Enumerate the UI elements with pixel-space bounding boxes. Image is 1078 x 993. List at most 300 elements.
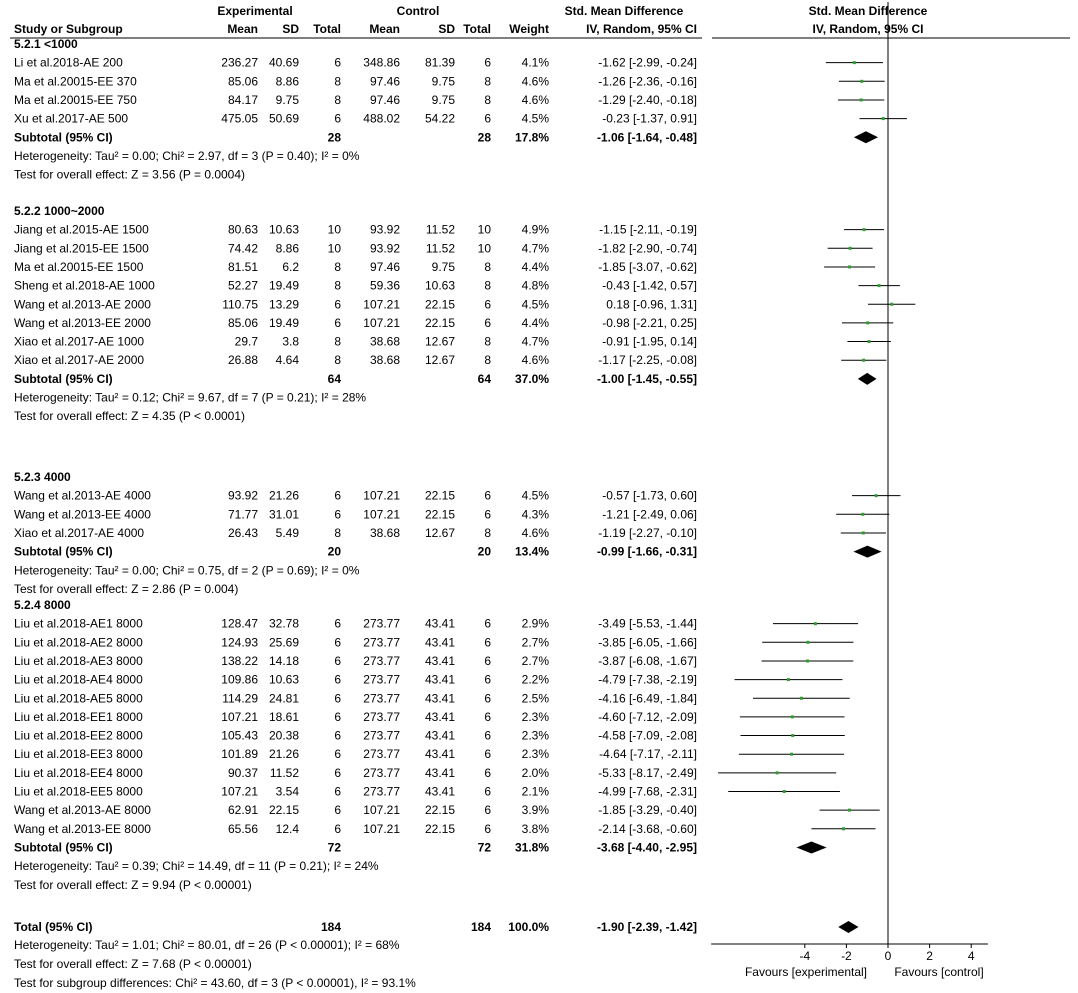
study-ci: -3.85 [-6.05, -1.66]: [598, 635, 697, 650]
experimental-header: Experimental: [217, 4, 293, 18]
study-name: Wang et al.2013-AE 4000: [14, 488, 151, 503]
study-ci: -1.85 [-3.07, -0.62]: [598, 259, 697, 274]
ctrl-sd: 43.41: [424, 653, 455, 668]
ctrl-sd: 22.15: [424, 507, 455, 522]
ctrl-total: 8: [484, 278, 491, 293]
exp-sd: 21.26: [268, 488, 299, 503]
point-estimate: [848, 809, 851, 812]
subtotal-label: Subtotal (95% CI): [14, 130, 113, 145]
total-ctrl-n: 184: [470, 920, 491, 934]
subtotal-label: Subtotal (95% CI): [14, 371, 113, 386]
total-label: Total (95% CI): [14, 920, 93, 934]
ctrl-total: 8: [484, 74, 491, 89]
x-tick-label: 0: [884, 949, 892, 963]
ctrl-sd: 9.75: [431, 259, 455, 274]
ctrl-mean: 273.77: [363, 765, 400, 780]
study-weight: 4.3%: [521, 507, 549, 522]
exp-sd: 22.15: [268, 803, 299, 818]
exp-total: 6: [334, 821, 341, 836]
study-name: Liu et al.2018-AE4 8000: [14, 672, 143, 687]
point-estimate: [862, 531, 865, 534]
ctrl-mean: 273.77: [363, 728, 400, 743]
ctrl-mean: 273.77: [363, 747, 400, 762]
exp-total: 6: [334, 803, 341, 818]
ctrl-mean: 107.21: [363, 821, 400, 836]
study-name: Liu et al.2018-EE5 8000: [14, 784, 143, 799]
point-estimate: [861, 513, 864, 516]
study-name: Li et al.2018-AE 200: [14, 55, 123, 70]
ctrl-sd: 43.41: [424, 709, 455, 724]
exp-mean: 236.27: [221, 55, 258, 70]
subtotal-exp-total: 20: [327, 544, 341, 559]
study-ci: -4.60 [-7.12, -2.09]: [598, 709, 697, 724]
overall-effect-text: Test for overall effect: Z = 4.35 (P < 0.0001): [14, 409, 246, 424]
ctrl-mean: 93.92: [369, 241, 400, 256]
subgroup-title: 5.2.3 4000: [14, 470, 71, 484]
study-weight: 3.9%: [521, 803, 549, 818]
total-diamond: [838, 921, 858, 933]
ctrl-mean: 348.86: [363, 55, 400, 70]
point-estimate: [790, 753, 793, 756]
ctrl-mean: 107.21: [363, 803, 400, 818]
exp-mean: 81.51: [227, 259, 258, 274]
exp-sd: 8.86: [275, 241, 299, 256]
subtotal-label: Subtotal (95% CI): [14, 840, 113, 855]
exp-sd: 10.63: [268, 222, 299, 237]
ctrl-mean: 273.77: [363, 784, 400, 799]
study-ci: -0.57 [-1.73, 0.60]: [602, 488, 697, 503]
study-ci: -4.16 [-6.49, -1.84]: [598, 691, 697, 706]
exp-mean: 71.77: [227, 507, 258, 522]
point-estimate: [860, 80, 863, 83]
ctrl-mean-header: Mean: [369, 22, 400, 36]
study-ci: -1.21 [-2.49, 0.06]: [602, 507, 697, 522]
exp-mean: 74.42: [227, 241, 258, 256]
exp-sd: 4.64: [275, 353, 299, 368]
exp-mean: 124.93: [221, 635, 258, 650]
ctrl-mean: 488.02: [363, 111, 400, 126]
exp-sd: 11.52: [269, 765, 299, 780]
exp-mean: 85.06: [227, 74, 258, 89]
study-ci: -0.43 [-1.42, 0.57]: [602, 278, 697, 293]
exp-total: 6: [334, 672, 341, 687]
study-ci: -1.17 [-2.25, -0.08]: [598, 353, 697, 368]
study-weight: 2.7%: [521, 653, 549, 668]
exp-total: 8: [334, 525, 341, 540]
overall-effect-text: Test for overall effect: Z = 3.56 (P = 0.0004): [14, 167, 246, 182]
ctrl-total: 6: [484, 803, 491, 818]
x-tick-label: 2: [926, 949, 933, 963]
study-ci: -1.85 [-3.29, -0.40]: [598, 803, 697, 818]
study-ci: -1.82 [-2.90, -0.74]: [598, 241, 697, 256]
ctrl-sd: 22.15: [424, 315, 455, 330]
ctrl-total: 6: [484, 672, 491, 687]
exp-total: 6: [334, 55, 341, 70]
exp-total: 8: [334, 334, 341, 349]
study-name: Liu et al.2018-EE4 8000: [14, 765, 143, 780]
exp-total: 6: [334, 111, 341, 126]
exp-total: 6: [334, 507, 341, 522]
total-overall-effect: Test for overall effect: Z = 7.68 (P < 0.00001): [14, 957, 252, 971]
point-estimate: [849, 247, 852, 250]
exp-mean: 62.91: [227, 803, 258, 818]
subtotal-exp-total: 28: [327, 130, 341, 145]
ctrl-mean: 38.68: [369, 334, 400, 349]
subtotal-ci: -1.00 [-1.45, -0.55]: [596, 371, 697, 386]
study-ci: -0.91 [-1.95, 0.14]: [602, 334, 697, 349]
study-ci: -4.58 [-7.09, -2.08]: [598, 728, 697, 743]
exp-sd: 24.81: [268, 691, 299, 706]
exp-sd: 19.49: [268, 278, 299, 293]
subgroup-differences: Test for subgroup differences: Chi² = 43.60, df = 3 (P < 0.00001), I² = 93.1%: [14, 976, 416, 990]
favours-control-label: Favours [control]: [894, 965, 984, 979]
ctrl-total: 6: [484, 653, 491, 668]
exp-sd: 18.61: [268, 709, 299, 724]
ctrl-sd: 12.67: [424, 334, 455, 349]
ctrl-mean: 97.46: [369, 92, 400, 107]
study-ci: -4.79 [-7.38, -2.19]: [598, 672, 697, 687]
exp-sd: 31.01: [268, 507, 299, 522]
study-ci: -2.14 [-3.68, -0.60]: [598, 821, 697, 836]
exp-total: 10: [327, 222, 341, 237]
ctrl-total: 8: [484, 334, 491, 349]
heterogeneity-text: Heterogeneity: Tau² = 0.00; Chi² = 0.75, df = 2 (P = 0.69); I² = 0%: [14, 563, 360, 578]
exp-total: 8: [334, 353, 341, 368]
data-table: [14, 4, 928, 990]
exp-sd: 21.26: [268, 747, 299, 762]
ctrl-total: 6: [484, 709, 491, 724]
subtotal-ctrl-total: 20: [477, 544, 491, 559]
study-name: Wang et al.2013-EE 4000: [14, 507, 151, 522]
study-ci: -1.19 [-2.27, -0.10]: [598, 525, 697, 540]
ctrl-sd: 22.15: [424, 803, 455, 818]
ctrl-mean: 273.77: [363, 616, 400, 631]
study-weight: 4.5%: [521, 488, 549, 503]
study-weight: 2.3%: [521, 728, 549, 743]
ctrl-sd: 9.75: [431, 74, 455, 89]
study-ci: -1.15 [-2.11, -0.19]: [599, 222, 697, 237]
study-name: Ma et al.20015-EE 1500: [14, 259, 144, 274]
ctrl-sd: 43.41: [424, 635, 455, 650]
ctrl-total: 8: [484, 525, 491, 540]
exp-mean: 29.7: [234, 334, 258, 349]
study-name: Wang et al.2013-EE 8000: [14, 821, 151, 836]
point-estimate: [848, 265, 851, 268]
subtotal-exp-total: 72: [327, 840, 341, 855]
exp-sd: 5.49: [275, 525, 299, 540]
study-ci: -4.99 [-7.68, -2.31]: [598, 784, 697, 799]
ctrl-total: 6: [484, 111, 491, 126]
ctrl-sd: 54.22: [424, 111, 455, 126]
study-ci: -1.62 [-2.99, -0.24]: [598, 55, 697, 70]
point-estimate: [791, 715, 794, 718]
point-estimate: [787, 678, 790, 681]
subtotal-ci: -3.68 [-4.40, -2.95]: [596, 840, 697, 855]
point-estimate: [783, 790, 786, 793]
ctrl-total: 8: [484, 92, 491, 107]
ctrl-sd: 43.41: [424, 765, 455, 780]
exp-total: 6: [334, 616, 341, 631]
study-weight: 4.5%: [521, 297, 549, 312]
exp-sd: 6.2: [282, 259, 299, 274]
ctrl-total: 6: [484, 616, 491, 631]
ctrl-total: 6: [484, 507, 491, 522]
exp-sd-header: SD: [282, 22, 299, 36]
ctrl-mean: 273.77: [363, 635, 400, 650]
study-name: Wang et al.2013-AE 2000: [14, 297, 151, 312]
point-estimate: [842, 827, 845, 830]
study-name: Wang et al.2013-EE 2000: [14, 315, 151, 330]
study-weight: 2.9%: [521, 616, 549, 631]
ctrl-sd: 11.52: [425, 222, 455, 237]
study-weight: 4.4%: [521, 259, 549, 274]
exp-mean: 114.29: [222, 691, 258, 706]
ctrl-mean: 107.21: [363, 488, 400, 503]
exp-total: 6: [334, 297, 341, 312]
plot-header: Std. Mean Difference: [808, 4, 928, 18]
exp-sd: 8.86: [275, 74, 299, 89]
exp-total: 6: [334, 784, 341, 799]
study-weight: 2.0%: [521, 765, 549, 780]
study-weight: 2.3%: [521, 747, 549, 762]
subgroup-title: 5.2.1 <1000: [14, 37, 78, 51]
study-name: Xiao et al.2017-AE 2000: [14, 353, 145, 368]
subtotal-exp-total: 64: [327, 371, 341, 386]
exp-total: 8: [334, 278, 341, 293]
plot-area: [711, 2, 988, 979]
exp-total: 8: [334, 92, 341, 107]
total-ci: -1.90 [-2.39, -1.42]: [596, 920, 697, 934]
study-name: Liu et al.2018-AE5 8000: [14, 691, 143, 706]
exp-sd: 9.75: [275, 92, 299, 107]
study-weight: 4.6%: [521, 74, 549, 89]
study-weight: 2.7%: [521, 635, 549, 650]
exp-sd: 40.69: [268, 55, 299, 70]
ctrl-mean: 273.77: [363, 653, 400, 668]
exp-total: 6: [334, 691, 341, 706]
subtotal-weight: 31.8%: [514, 840, 549, 855]
ctrl-mean: 59.36: [369, 278, 400, 293]
ctrl-mean: 97.46: [369, 259, 400, 274]
ctrl-sd: 43.41: [424, 728, 455, 743]
subgroup-title: 5.2.2 1000~2000: [14, 204, 105, 218]
exp-total: 6: [334, 709, 341, 724]
study-name: Jiang et al.2015-AE 1500: [14, 222, 149, 237]
exp-sd: 25.69: [268, 635, 299, 650]
ctrl-sd: 43.41: [424, 616, 455, 631]
ctrl-mean: 93.92: [369, 222, 400, 237]
exp-total: 8: [334, 259, 341, 274]
study-name: Liu et al.2018-AE3 8000: [14, 653, 143, 668]
point-estimate: [806, 641, 809, 644]
exp-total: 10: [327, 241, 341, 256]
study-ci: 0.18 [-0.96, 1.31]: [606, 297, 697, 312]
study-name: Wang et al.2013-AE 8000: [14, 803, 151, 818]
overall-effect-text: Test for overall effect: Z = 2.86 (P = 0.004): [14, 581, 239, 596]
exp-total: 6: [334, 315, 341, 330]
ctrl-total: 6: [484, 691, 491, 706]
point-estimate: [806, 659, 809, 662]
subtotal-diamond: [854, 131, 878, 143]
subtotal-label: Subtotal (95% CI): [14, 544, 113, 559]
study-column-header: Study or Subgroup: [14, 22, 123, 36]
plot-sub-header: IV, Random, 95% CI: [812, 22, 924, 36]
study-name: Xiao et al.2017-AE 1000: [14, 334, 145, 349]
ctrl-total: 6: [484, 488, 491, 503]
subtotal-ctrl-total: 28: [477, 130, 491, 145]
point-estimate: [868, 340, 871, 343]
exp-total-header: Total: [313, 22, 341, 36]
ctrl-sd: 22.15: [424, 488, 455, 503]
point-estimate: [882, 117, 885, 120]
exp-mean: 84.17: [227, 92, 258, 107]
weight-header: Weight: [509, 22, 549, 36]
ctrl-total: 6: [484, 55, 491, 70]
study-name: Liu et al.2018-AE2 8000: [14, 635, 143, 650]
exp-total: 6: [334, 488, 341, 503]
study-weight: 2.3%: [521, 709, 549, 724]
ctrl-sd: 43.41: [424, 691, 455, 706]
ctrl-total: 10: [477, 241, 491, 256]
exp-mean: 93.92: [227, 488, 258, 503]
study-ci: -3.49 [-5.53, -1.44]: [598, 616, 697, 631]
subtotal-ctrl-total: 64: [477, 371, 491, 386]
smd-header: Std. Mean Difference: [564, 4, 684, 18]
exp-total: 6: [334, 765, 341, 780]
ctrl-sd: 22.15: [424, 297, 455, 312]
x-tick-label: 4: [967, 949, 975, 963]
exp-mean: 107.21: [221, 709, 258, 724]
ctrl-sd: 43.41: [424, 672, 455, 687]
ctrl-total: 8: [484, 353, 491, 368]
ctrl-mean: 107.21: [363, 315, 400, 330]
exp-sd: 14.18: [268, 653, 299, 668]
exp-total: 6: [334, 635, 341, 650]
exp-mean: 101.89: [221, 747, 258, 762]
study-name: Liu et al.2018-AE1 8000: [14, 616, 143, 631]
point-estimate: [853, 61, 856, 64]
ctrl-total: 6: [484, 297, 491, 312]
point-estimate: [791, 734, 794, 737]
study-weight: 4.6%: [521, 92, 549, 107]
point-estimate: [776, 771, 779, 774]
exp-mean: 26.43: [227, 525, 258, 540]
ctrl-mean: 107.21: [363, 297, 400, 312]
study-weight: 2.2%: [521, 672, 549, 687]
exp-mean: 85.06: [227, 315, 258, 330]
study-name: Liu et al.2018-EE3 8000: [14, 747, 143, 762]
exp-mean: 26.88: [227, 353, 258, 368]
exp-mean: 109.86: [221, 672, 258, 687]
ctrl-mean: 38.68: [369, 353, 400, 368]
heterogeneity-text: Heterogeneity: Tau² = 0.12; Chi² = 9.67, df = 7 (P = 0.21); I² = 28%: [14, 390, 367, 405]
study-weight: 4.4%: [521, 315, 549, 330]
ctrl-total: 6: [484, 635, 491, 650]
study-weight: 2.1%: [521, 784, 549, 799]
ctrl-total: 10: [477, 222, 491, 237]
study-weight: 3.8%: [521, 821, 549, 836]
exp-mean: 475.05: [221, 111, 258, 126]
study-name: Liu et al.2018-EE2 8000: [14, 728, 143, 743]
study-ci: -1.26 [-2.36, -0.16]: [598, 74, 697, 89]
study-ci: -1.29 [-2.40, -0.18]: [598, 92, 697, 107]
ctrl-total: 6: [484, 728, 491, 743]
ctrl-sd: 12.67: [424, 353, 455, 368]
exp-sd: 13.29: [268, 297, 299, 312]
exp-mean: 128.47: [221, 616, 258, 631]
subtotal-ctrl-total: 72: [477, 840, 491, 855]
ctrl-sd: 10.63: [424, 278, 455, 293]
subtotal-diamond: [858, 373, 877, 385]
heterogeneity-text: Heterogeneity: Tau² = 0.00; Chi² = 2.97, df = 3 (P = 0.40); I² = 0%: [14, 148, 360, 163]
total-weight: 100.0%: [508, 920, 549, 934]
point-estimate: [814, 622, 817, 625]
overall-effect-text: Test for overall effect: Z = 9.94 (P < 0.00001): [14, 877, 252, 892]
exp-total: 6: [334, 747, 341, 762]
exp-sd: 50.69: [268, 111, 299, 126]
heterogeneity-text: Heterogeneity: Tau² = 0.39; Chi² = 14.49, df = 11 (P = 0.21); I² = 24%: [14, 859, 379, 874]
study-ci: -0.23 [-1.37, 0.91]: [602, 111, 697, 126]
study-name: Liu et al.2018-EE1 8000: [14, 709, 143, 724]
study-name: Sheng et al.2018-AE 1000: [14, 278, 155, 293]
study-name: Jiang et al.2015-EE 1500: [14, 241, 149, 256]
point-estimate: [866, 321, 869, 324]
exp-mean: 138.22: [221, 653, 258, 668]
exp-total: 8: [334, 74, 341, 89]
ctrl-sd: 22.15: [424, 821, 455, 836]
subtotal-diamond: [853, 546, 881, 558]
exp-mean: 80.63: [227, 222, 258, 237]
subtotal-weight: 17.8%: [514, 130, 549, 145]
study-weight: 4.7%: [521, 241, 549, 256]
subgroup-title: 5.2.4 8000: [14, 598, 71, 612]
study-weight: 4.5%: [521, 111, 549, 126]
exp-sd: 3.54: [275, 784, 299, 799]
point-estimate: [875, 494, 878, 497]
exp-mean: 90.37: [227, 765, 258, 780]
subtotal-ci: -1.06 [-1.64, -0.48]: [596, 130, 697, 145]
study-weight: 4.1%: [521, 55, 549, 70]
total-exp-n: 184: [320, 920, 341, 934]
study-weight: 4.7%: [521, 334, 549, 349]
ctrl-total-header: Total: [463, 22, 491, 36]
study-weight: 4.8%: [521, 278, 549, 293]
point-estimate: [878, 284, 881, 287]
ctrl-mean: 273.77: [363, 672, 400, 687]
exp-sd: 19.49: [268, 315, 299, 330]
exp-sd: 3.8: [282, 334, 299, 349]
subtotal-weight: 37.0%: [514, 371, 549, 386]
ctrl-mean: 273.77: [363, 709, 400, 724]
point-estimate: [890, 303, 893, 306]
total-heterogeneity: Heterogeneity: Tau² = 1.01; Chi² = 80.01, df = 26 (P < 0.00001); I² = 68%: [14, 938, 400, 952]
point-estimate: [800, 697, 803, 700]
ctrl-total: 6: [484, 747, 491, 762]
exp-sd: 10.63: [268, 672, 299, 687]
exp-mean: 110.75: [222, 297, 258, 312]
ctrl-sd: 11.52: [425, 241, 455, 256]
exp-total: 6: [334, 653, 341, 668]
ctrl-mean: 273.77: [363, 691, 400, 706]
exp-mean: 52.27: [227, 278, 258, 293]
ctrl-sd: 81.39: [424, 55, 455, 70]
study-weight: 2.5%: [521, 691, 549, 706]
study-ci: -5.33 [-8.17, -2.49]: [598, 765, 697, 780]
ctrl-sd: 9.75: [431, 92, 455, 107]
study-ci: -0.98 [-2.21, 0.25]: [602, 315, 697, 330]
ctrl-sd: 43.41: [424, 784, 455, 799]
ctrl-mean: 97.46: [369, 74, 400, 89]
